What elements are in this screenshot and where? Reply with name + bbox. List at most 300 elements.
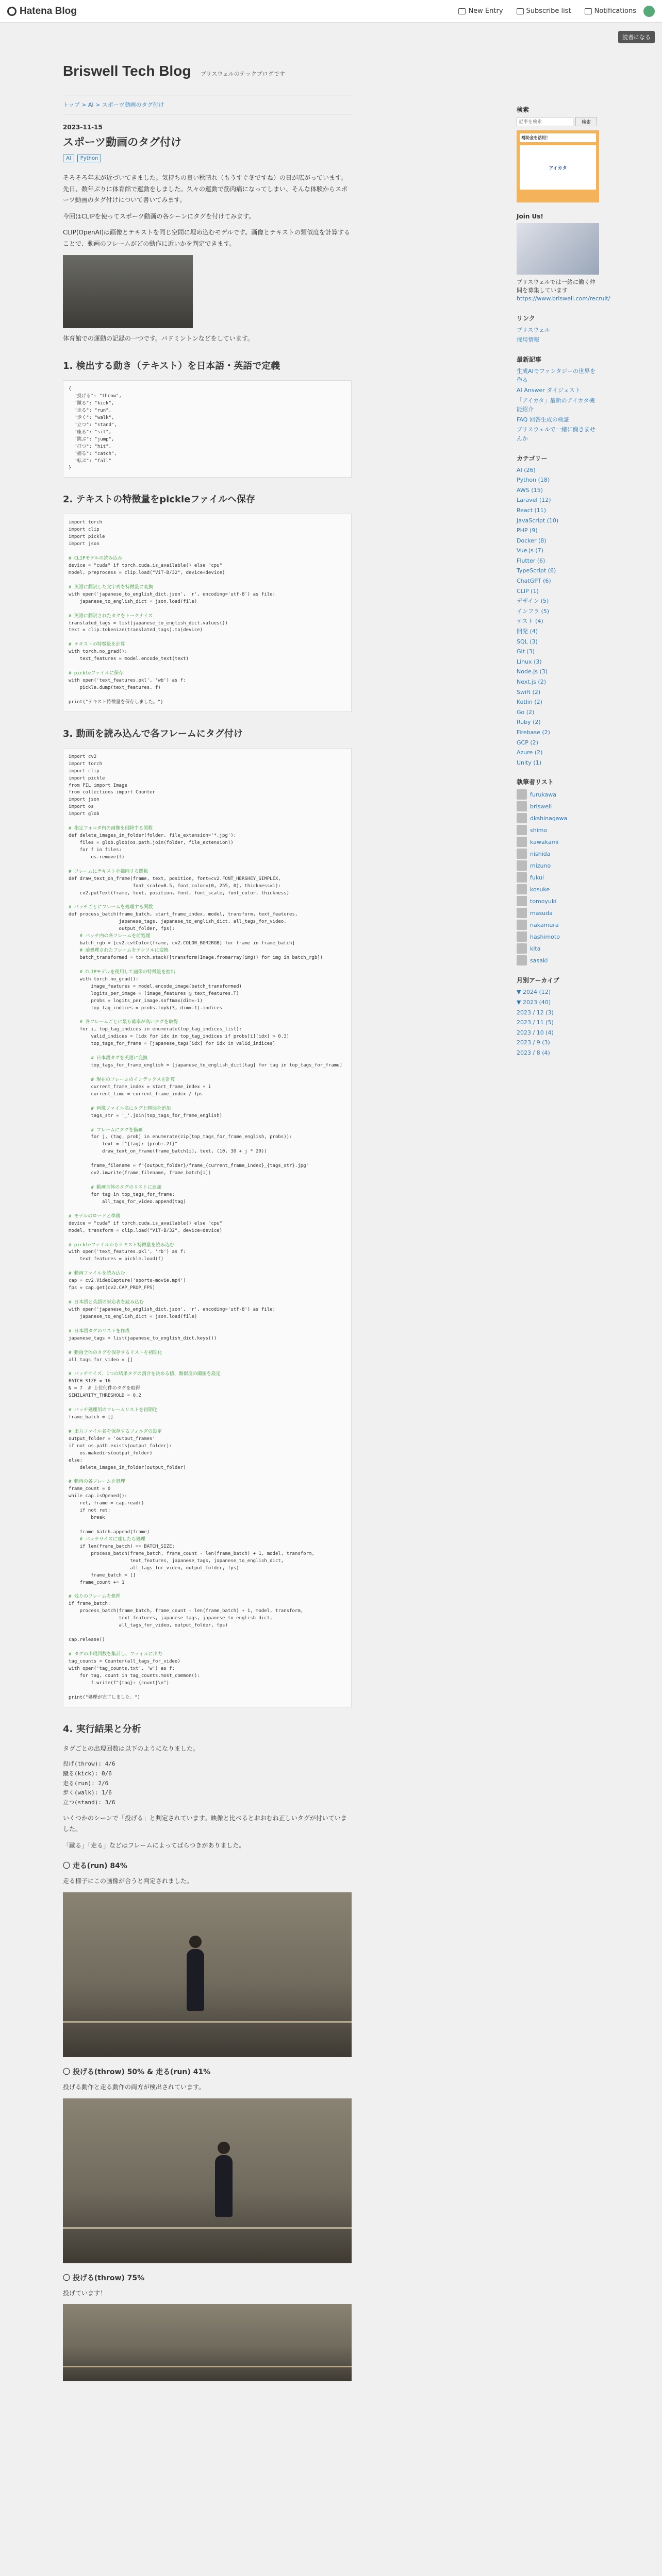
member-item[interactable]: [517, 943, 599, 954]
code-line: import clip: [69, 768, 100, 774]
category-link[interactable]: TypeScript (6): [517, 567, 556, 574]
code-line: frame_filename = f"{output_folder}/frame_{current_frame_index}_{tags_str}.jpg": [69, 1163, 309, 1169]
recent-post-link[interactable]: FAQ 回答生成の検証: [517, 416, 569, 423]
code-line: import json: [69, 541, 100, 547]
sidebar-heading: 最新記事: [517, 355, 542, 363]
member-name[interactable]: dkshinagawa: [530, 815, 568, 822]
category-link[interactable]: SQL (3): [517, 638, 538, 645]
code-line: process_batch(frame_batch, frame_count - len(frame_batch) + 1, model, transform,: [69, 1608, 304, 1614]
member-item[interactable]: [517, 896, 599, 906]
member-name[interactable]: kita: [530, 945, 541, 952]
category-link[interactable]: 開発 (4): [517, 628, 538, 635]
code-line: # CLIPモデルを使用して画像の特徴量を抽出: [69, 969, 175, 975]
archive-link[interactable]: ▼ 2024 (12): [517, 989, 551, 996]
code-line: for tag, count in tag_counts.most_common():: [69, 1673, 200, 1679]
member-avatar: [517, 789, 527, 800]
search-input[interactable]: [517, 117, 573, 126]
member-name[interactable]: hashimoto: [530, 933, 560, 940]
member-item[interactable]: [517, 825, 599, 835]
code-line: [69, 1263, 346, 1270]
member-item[interactable]: [517, 872, 599, 883]
code-line: # 動画ファイルを読み込む: [69, 1271, 125, 1277]
section-heading: 3. 動画を読み込んで各フレームにタグ付け: [63, 728, 243, 739]
category-link[interactable]: ChatGPT (6): [517, 578, 551, 585]
code-line: tags_str = '_'.join(top_tags_for_frame_english): [69, 1113, 223, 1118]
blog-header: [63, 23, 599, 95]
code-line: "座る": "sit",: [69, 429, 112, 435]
code-line: def draw_text_on_frame(frame, text, position, font=cv2.FONT_HERSHEY_SIMPLEX,: [69, 876, 281, 882]
sidebar-link[interactable]: ブリスウェル: [517, 326, 550, 333]
category-link[interactable]: Azure (2): [517, 749, 543, 756]
archive-link[interactable]: 2023 / 11 (5): [517, 1019, 554, 1026]
code-line: "蹴る": "kick",: [69, 401, 114, 406]
result-item: 歩く(walk): 1/6: [63, 1789, 112, 1797]
section-heading: 2. テキストの特徴量をpickleファイルへ保存: [63, 494, 255, 505]
code-line: for i, top_tag_indices in enumerate(top_tag_indices_list):: [69, 1027, 242, 1032]
paragraph: 投げる動作と走る動作の両方が検出されています。: [63, 2083, 205, 2091]
code-block-json: [63, 380, 352, 478]
archive-link[interactable]: 2023 / 12 (3): [517, 1009, 554, 1016]
category-link[interactable]: Go (2): [517, 708, 535, 716]
sidebar-link[interactable]: 採用情報: [517, 336, 539, 344]
notifications-link[interactable]: Notifications: [585, 7, 636, 15]
member-avatar: [517, 931, 527, 942]
code-line: all_tags_for_video, output_folder, fps): [69, 1623, 228, 1629]
category-link[interactable]: React (11): [517, 506, 547, 514]
category-link[interactable]: Git (3): [517, 648, 535, 655]
code-line: "捕る": "catch",: [69, 451, 117, 456]
code-line: frame_batch = []: [69, 1572, 136, 1578]
breadcrumb-category[interactable]: AI: [88, 101, 94, 108]
code-line: current_time = current_frame_index / fps: [69, 1091, 203, 1097]
code-line: device = "cuda" if torch.cuda.is_available() else "cpu": [69, 1221, 223, 1226]
result-photo: [63, 2098, 352, 2263]
code-block-python: [63, 748, 352, 1707]
subscribe-list-link[interactable]: Subscribe list: [517, 7, 571, 15]
code-line: import clip: [69, 527, 100, 533]
code-line: [69, 897, 346, 905]
code-line: current_frame_index = start_frame_index + i: [69, 1084, 211, 1090]
code-line: if not ret:: [69, 1508, 111, 1514]
recent-post-link[interactable]: ブリスウェルで一緒に働きませんか: [517, 426, 595, 442]
section-heading: 4. 実行結果と分析: [63, 1723, 141, 1735]
breadcrumb: トップ > AI > スポーツ動画のタグ付け: [63, 95, 352, 114]
code-line: # バッチサイズ、1つの結果タグの割合を決める値、類似度の閾値を設定: [69, 1371, 221, 1377]
code-line: all_tags_for_video = []: [69, 1357, 133, 1363]
member-avatar: [517, 813, 527, 823]
code-line: else:: [69, 1458, 83, 1463]
code-line: if len(frame_batch) == BATCH_SIZE:: [69, 1544, 175, 1549]
code-line: cap = cv2.VideoCapture('sports-movie.mp4'): [69, 1278, 186, 1284]
code-line: break: [69, 1515, 105, 1521]
code-line: [69, 1206, 346, 1213]
code-line: text_features = model.encode_text(text): [69, 656, 189, 662]
code-line: [69, 1292, 346, 1299]
subsection-heading: 〇 投げる(throw) 50% & 走る(run) 41%: [63, 2067, 211, 2076]
breadcrumb-top[interactable]: トップ: [63, 101, 80, 108]
member-name[interactable]: nakamura: [530, 921, 559, 928]
code-line: # バッチサイズに達したら処理: [69, 1536, 145, 1542]
member-name[interactable]: briswell: [530, 803, 552, 810]
sidebar-heading: 検索: [517, 106, 529, 113]
code-line: draw_text_on_frame(frame_batch[i], text, (10, 30 + j * 20)): [69, 1149, 267, 1155]
paragraph: 走る様子にこの画像が合うと判定されました。: [63, 1877, 193, 1885]
code-line: from PIL import Image: [69, 783, 127, 788]
member-item[interactable]: [517, 931, 599, 942]
category-tag[interactable]: Python: [77, 155, 102, 162]
code-line: text_features = pickle.load(f): [69, 1257, 164, 1262]
recent-post-link[interactable]: AI Answer ダイジェスト: [517, 386, 581, 394]
category-link[interactable]: Ruby (2): [517, 719, 541, 726]
code-line: for tag in top_tags_for_frame:: [69, 1192, 175, 1197]
category-link[interactable]: Swift (2): [517, 688, 541, 696]
archive-link[interactable]: 2023 / 10 (4): [517, 1029, 554, 1036]
code-line: while cap.isOpened():: [69, 1494, 127, 1499]
category-link[interactable]: Unity (1): [517, 759, 541, 766]
code-line: tag_counts = Counter(all_tags_for_video): [69, 1658, 180, 1664]
code-line: top_tags_for_frame_english = [japanese_to_english_dict[tag] for tag in top_tags_for_frame]: [69, 1063, 343, 1069]
code-line: text_features, japanese_tags, japanese_to_english_dict,: [69, 1558, 284, 1564]
result-item: 投げ(throw): 4/6: [63, 1760, 115, 1768]
member-item[interactable]: [517, 908, 599, 918]
member-name[interactable]: mizuno: [530, 862, 551, 869]
code-line: # 動画全体のタグを保存するリストを初期化: [69, 1350, 162, 1355]
member-item[interactable]: [517, 801, 599, 811]
code-line: [69, 663, 346, 670]
code-line: print("処理が完了しました。"): [69, 1694, 140, 1700]
code-line: import pickle: [69, 775, 105, 781]
code-line: output_folder = 'output_frames': [69, 1436, 155, 1442]
code-line: # pickleファイルからテキスト特徴量を読み込む: [69, 1242, 174, 1248]
code-line: [69, 1522, 346, 1529]
hatena-logo[interactable]: Hatena Blog: [7, 6, 77, 17]
blog-description: ブリスウェルのテックブログです: [200, 71, 285, 77]
code-line: all_tags_for_video, output_folder, fps): [69, 1565, 239, 1571]
paragraph: タグごとの出現回数は以下のようになりました。: [63, 1744, 200, 1752]
post-categories: [63, 155, 352, 162]
sidebar-heading: Join Us!: [517, 213, 543, 220]
category-tag[interactable]: AI: [63, 155, 74, 162]
code-line: [69, 861, 346, 869]
code-line: "走る": "run",: [69, 408, 112, 413]
category-link[interactable]: GCP (2): [517, 739, 538, 746]
code-line: [69, 634, 346, 641]
member-name[interactable]: masuda: [530, 909, 553, 917]
subsection-heading: 〇 投げる(throw) 75%: [63, 2274, 145, 2282]
code-line: SIMILARITY_THRESHOLD = 0.2: [69, 1393, 141, 1399]
code-line: device = "cuda" if torch.cuda.is_available() else "cpu": [69, 563, 223, 569]
pencil-icon: [458, 8, 466, 14]
code-line: frame_count = 0: [69, 1486, 111, 1492]
category-link[interactable]: Next.js (2): [517, 679, 546, 685]
result-photo: [63, 1892, 352, 2057]
section-heading: 1. 検出する動き（テキスト）を日本語・英語で定義: [63, 361, 280, 372]
code-line: [69, 692, 346, 699]
code-line: with torch.no_grad():: [69, 976, 139, 982]
code-line: [69, 962, 346, 969]
code-line: # フレームにタグを描画: [69, 1127, 143, 1133]
code-line: import torch: [69, 761, 103, 767]
code-line: import os: [69, 804, 94, 810]
member-name[interactable]: sasaki: [530, 957, 548, 964]
member-name[interactable]: fukui: [530, 874, 544, 881]
code-line: text_features, japanese_tags, japanese_to_english_dict,: [69, 1616, 273, 1621]
sidebar-heading: カテゴリー: [517, 454, 548, 462]
paragraph: 体育館での運動の記録の一つです。バドミントンなどをしています。: [63, 334, 254, 342]
code-line: [69, 548, 346, 555]
code-line: [69, 1400, 346, 1407]
code-line: [69, 606, 346, 613]
code-line: [69, 1048, 346, 1055]
code-line: all_tags_for_video.append(tag): [69, 1199, 186, 1205]
code-line: print("テキスト特徴量を保存しました。"): [69, 699, 163, 705]
sidebar: [517, 95, 610, 2389]
code-line: "歩く": "walk",: [69, 415, 114, 420]
code-line: import glob: [69, 811, 100, 817]
member-avatar: [517, 943, 527, 954]
code-line: # pickleファイルに保存: [69, 671, 124, 676]
code-line: [69, 1321, 346, 1328]
code-line: [69, 1070, 346, 1077]
code-line: import cv2: [69, 754, 97, 759]
result-item: 立つ(stand): 3/6: [63, 1799, 115, 1806]
paragraph: 今回はCLIPを使ってスポーツ動画の各シーンにタグを付けてみます。: [63, 212, 255, 220]
archive-link[interactable]: 2023 / 8 (4): [517, 1049, 550, 1056]
category-link[interactable]: PHP (9): [517, 527, 538, 534]
code-line: # 出力ファイル名を保存するフォルダの設定: [69, 1429, 162, 1434]
result-item: 蹴る(kick): 0/6: [63, 1770, 112, 1777]
code-line: [69, 1156, 346, 1163]
code-line: from collections import Counter: [69, 790, 155, 795]
code-line: top_tags_for_frame = [japanese_tags[idx] for idx in valid_indices]: [69, 1041, 275, 1047]
code-line: # 各フレームごとに最も確率が高いタグを取得: [69, 1020, 178, 1025]
code-line: [69, 1587, 346, 1594]
post-title[interactable]: スポーツ動画のタグ付け: [63, 136, 182, 148]
user-avatar[interactable]: [643, 6, 655, 17]
code-line: with open('tag_counts.txt', 'w') as f:: [69, 1666, 175, 1671]
code-line: if not os.path.exists(output_folder):: [69, 1443, 172, 1449]
member-avatar: [517, 872, 527, 883]
category-link[interactable]: Flutter (6): [517, 557, 545, 564]
code-line: pickle.dump(text_features, f): [69, 685, 161, 690]
category-link[interactable]: AI (26): [517, 466, 536, 473]
code-line: [69, 1012, 346, 1020]
code-line: batch_transformed = torch.stack([transform(Image.fromarray(img)) for img in batch_rgb]): [69, 955, 323, 961]
code-line: # バッチ処理用のフレームリストを初期化: [69, 1408, 158, 1413]
code-line: ret, frame = cap.read(): [69, 1501, 144, 1506]
ad-banner[interactable]: 補助金を活用！ アイカタ: [517, 130, 599, 202]
code-line: with open('text_features.pkl', 'wb') as f:: [69, 678, 186, 684]
member-avatar: [517, 837, 527, 847]
archive-link[interactable]: 2023 / 9 (3): [517, 1039, 550, 1046]
category-link[interactable]: Docker (8): [517, 537, 547, 544]
code-line: translated_tags = list(japanese_to_english_dict.values()): [69, 620, 228, 626]
member-item[interactable]: [517, 955, 599, 965]
member-item[interactable]: [517, 884, 599, 894]
member-name[interactable]: tomoyuki: [530, 897, 557, 905]
code-line: japanese_tags, japanese_to_english_dict, all_tags_for_video,: [69, 919, 287, 925]
code-line: japanese_to_english_dict = json.load(file): [69, 599, 197, 604]
code-line: # 画像ファイル名にタグと時間を追加: [69, 1106, 171, 1111]
blog-title[interactable]: Briswell Tech Blog: [63, 63, 191, 79]
subscribe-button[interactable]: 読者になる: [618, 31, 655, 43]
code-line: cap.release(): [69, 1637, 105, 1643]
code-line: fps = cap.get(cv2.CAP_PROP_FPS): [69, 1285, 155, 1291]
recent-post-link[interactable]: 生成AIでファンタジーの世界を作る: [517, 367, 596, 384]
member-avatar: [517, 896, 527, 906]
code-line: # 英語に翻訳されたタグをトークナイズ: [69, 613, 153, 619]
category-link[interactable]: インフラ (5): [517, 607, 550, 615]
code-line: "立つ": "stand",: [69, 422, 117, 428]
member-avatar: [517, 955, 527, 965]
result-list: [63, 1759, 352, 1807]
code-line: import torch: [69, 520, 103, 526]
code-line: logits_per_image = (image_features @ text_features.T): [69, 991, 239, 996]
member-avatar: [517, 860, 527, 871]
category-link[interactable]: テスト (4): [517, 618, 543, 625]
category-link[interactable]: Laravel (12): [517, 497, 551, 504]
code-line: text = clip.tokenize(translated_tags).to(device): [69, 628, 203, 633]
bell-icon: [585, 8, 592, 14]
member-name[interactable]: shimo: [530, 826, 548, 834]
paragraph: 投げています！: [63, 2289, 107, 2297]
post-date[interactable]: 2023-11-15: [63, 124, 103, 131]
code-line: # モデルのロードと準備: [69, 1213, 121, 1219]
paragraph: 「蹴る」「走る」などはフレームによってばらつきがありました。: [63, 1841, 245, 1849]
code-line: "投げる": "throw",: [69, 394, 122, 399]
recent-post-link[interactable]: 「アイカタ」最新のアイカタ機能紹介: [517, 397, 595, 413]
code-line: [69, 1235, 346, 1242]
code-line: # 現在のフレームのインデックスを計算: [69, 1077, 175, 1082]
list-icon: [517, 8, 524, 14]
code-line: files = glob.glob(os.path.join(folder, file_extension)): [69, 840, 234, 846]
code-line: # 残りのフレームを処理: [69, 1594, 121, 1600]
member-name[interactable]: furukawa: [530, 791, 556, 798]
sidebar-heading: リンク: [517, 314, 535, 322]
member-avatar: [517, 920, 527, 930]
code-line: # 前処理されたフレームをテンソルに変換: [69, 948, 169, 954]
code-line: # テキストの特徴量を計算: [69, 642, 125, 648]
code-line: delete_images_in_folder(output_folder): [69, 1465, 186, 1470]
code-line: if frame_batch:: [69, 1601, 111, 1607]
member-name[interactable]: kawakami: [530, 838, 559, 845]
result-item: 走る(run): 2/6: [63, 1780, 109, 1787]
recruit-link[interactable]: https://www.briswell.com/recruit/: [517, 295, 610, 302]
category-link[interactable]: CLIP (1): [517, 587, 539, 595]
member-item[interactable]: [517, 837, 599, 847]
member-avatar: [517, 908, 527, 918]
code-line: def delete_images_in_folder(folder, file_extension='*.jpg'):: [69, 833, 237, 839]
code-line: import json: [69, 797, 100, 803]
member-item[interactable]: [517, 813, 599, 823]
hatena-logo-icon: [7, 7, 16, 16]
member-name[interactable]: nishida: [530, 850, 551, 857]
code-line: japanese_to_english_dict = json.load(file): [69, 1314, 197, 1319]
code-line: with open('text_features.pkl', 'rb') as f:: [69, 1249, 186, 1255]
code-line: [69, 577, 346, 584]
code-line: [69, 1120, 346, 1127]
search-form: [517, 117, 599, 126]
category-link[interactable]: Kotlin (2): [517, 699, 542, 706]
code-line: cv2.imwrite(frame_filename, frame_batch[i]): [69, 1171, 211, 1176]
code-line: [69, 1472, 346, 1479]
code-line: "打つ": "hit",: [69, 444, 112, 449]
code-line: probs = logits_per_image.softmax(dim=-1): [69, 998, 203, 1004]
member-item[interactable]: [517, 920, 599, 930]
code-line: valid_indices = [idx for idx in top_tag_indices if probs[i][idx] > 0.3]: [69, 1034, 290, 1040]
code-line: os.remove(f): [69, 854, 125, 860]
code-line: top_tag_indices = probs.topk(3, dim=-1).indices: [69, 1005, 223, 1011]
code-line: frame_batch.append(frame): [69, 1530, 150, 1535]
member-avatar: [517, 801, 527, 811]
category-link[interactable]: Node.js (3): [517, 668, 548, 675]
member-item[interactable]: [517, 789, 599, 800]
code-line: [69, 1098, 346, 1106]
code-line: # タグの出現回数を集計し、ファイルに出力: [69, 1651, 162, 1657]
code-line: [69, 1630, 346, 1637]
code-block-python: [63, 514, 352, 711]
category-link[interactable]: Firebase (2): [517, 728, 550, 736]
code-line: N = 7 # 上位何件のタグを取得: [69, 1386, 140, 1392]
code-line: output_folder, fps):: [69, 926, 175, 932]
code-line: process_batch(frame_batch, frame_count - len(frame_batch) + 1, model, transform,: [69, 1551, 315, 1556]
member-name[interactable]: kosuke: [530, 886, 550, 893]
code-line: # 動画の各フレームを処理: [69, 1479, 125, 1485]
code-line: [69, 1177, 346, 1184]
member-item[interactable]: [517, 860, 599, 871]
code-line: for f in files:: [69, 847, 122, 853]
code-line: {: [69, 386, 72, 392]
category-link[interactable]: JavaScript (10): [517, 517, 559, 524]
code-line: # 日本語タグのリストを作成: [69, 1328, 130, 1334]
result-photo: [63, 2304, 352, 2381]
join-us-image: [517, 223, 599, 275]
code-line: }: [69, 465, 72, 471]
article: [63, 95, 352, 2389]
sidebar-heading: 月別アーカイブ: [517, 977, 559, 985]
code-line: [69, 818, 346, 825]
code-line: # バッチ内の各フレームを前処理: [69, 934, 151, 939]
code-line: "転ぶ": "fall": [69, 458, 112, 464]
category-link[interactable]: デザイン (5): [517, 598, 549, 605]
code-line: [69, 1687, 346, 1694]
member-item[interactable]: [517, 849, 599, 859]
code-line: import pickle: [69, 534, 105, 540]
category-link[interactable]: Python (18): [517, 477, 550, 484]
paragraph: CLIP(OpenAI)は画像とテキストを同じ空間に埋め込むモデルです。画像とテキストの類似度を計算することで、動画のフレームがどの動作に近いかを判定できます。: [63, 229, 350, 247]
archive-link[interactable]: ▼ 2023 (40): [517, 998, 551, 1006]
new-entry-link[interactable]: New Entry: [458, 7, 503, 15]
category-link[interactable]: AWS (15): [517, 486, 543, 494]
topbar: [0, 0, 662, 23]
category-link[interactable]: Linux (3): [517, 658, 542, 665]
code-line: f.write(f"{tag}: {count}\n"): [69, 1680, 170, 1686]
code-line: with open('japanese_to_english_dict.json', 'r', encoding='utf-8') as file:: [69, 1307, 275, 1312]
category-link[interactable]: Vue.js (7): [517, 547, 543, 554]
code-line: image_features = model.encode_image(batch_transformed): [69, 984, 242, 989]
search-button[interactable]: 検索: [575, 117, 597, 126]
code-line: [69, 1364, 346, 1371]
code-line: text = f"{tag}: {prob:.2f}": [69, 1142, 178, 1147]
code-line: # CLIPモデルの読み込み: [69, 556, 123, 562]
code-line: batch_rgb = [cv2.cvtColor(frame, cv2.COLOR_BGR2RGB) for frame in frame_batch]: [69, 941, 295, 946]
code-line: [69, 1644, 346, 1651]
member-avatar: [517, 825, 527, 835]
sidebar-heading: 執筆者リスト: [517, 778, 554, 786]
code-line: def process_batch(frame_batch, start_frame_index, model, transform, text_features,: [69, 912, 298, 918]
code-line: model, transform = clip.load("ViT-B/32", device=device): [69, 1228, 223, 1233]
code-line: # 日本語と英語の対応表を読み込む: [69, 1300, 144, 1306]
